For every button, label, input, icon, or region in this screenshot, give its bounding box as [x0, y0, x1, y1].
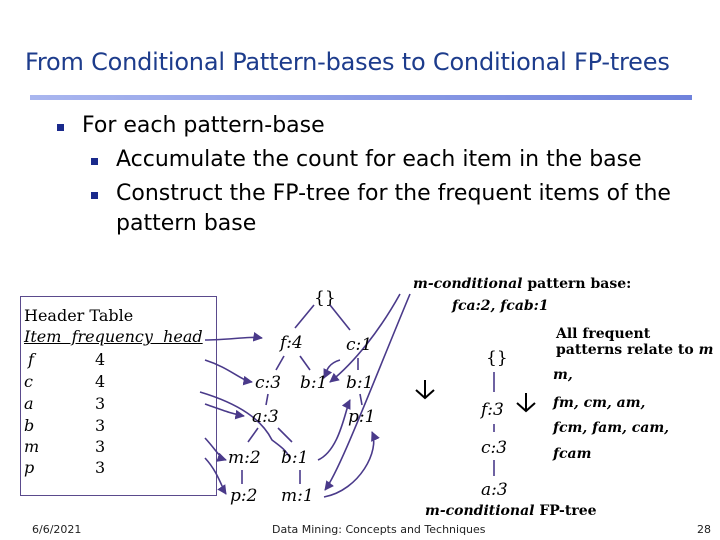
frequent-patterns-heading: [556, 326, 713, 358]
pattern-base-heading-italic: m-conditional: [413, 276, 523, 292]
node-link: [205, 404, 244, 416]
cond-tree-caption: [425, 503, 597, 519]
cond-tree-root: {}: [486, 348, 508, 368]
tree-node: m:2: [228, 448, 261, 468]
pattern-base-heading: [413, 276, 631, 292]
header-table-item: c: [24, 372, 33, 391]
cond-tree-caption-italic: m-conditional: [425, 503, 535, 519]
node-link: [205, 360, 252, 382]
tree-node: c:3: [255, 373, 282, 393]
tree-edge: [330, 305, 350, 330]
cond-tree-node: f:3: [481, 400, 504, 420]
slide-title: From Conditional Pattern-bases to Conditional FP-trees: [25, 48, 670, 76]
node-link: [205, 337, 262, 340]
tree-node: p:2: [230, 486, 258, 506]
frequent-pattern-line: m,: [553, 367, 573, 383]
header-table-columns: Item frequency head: [24, 327, 203, 346]
tree-edge: [248, 428, 258, 442]
cond-tree-caption-rest: FP-tree: [534, 503, 597, 519]
tree-node: c:1: [346, 335, 373, 355]
tree-edge: [360, 394, 362, 405]
header-table-item: p: [24, 458, 35, 477]
tree-node: a:3: [252, 407, 279, 427]
frequent-pattern-line: fcam: [553, 446, 592, 462]
tree-node: f:4: [280, 333, 303, 353]
tree-node: b:1: [281, 448, 309, 468]
node-link: [205, 438, 226, 460]
node-link: [205, 458, 226, 494]
bullet-level1: For each pattern-base: [82, 113, 325, 138]
bullet-level2-continued: pattern base: [116, 211, 257, 236]
header-table-freq: 3: [95, 416, 106, 435]
header-table-freq: 3: [95, 437, 106, 456]
frequent-patterns-heading-item: m: [698, 342, 714, 358]
tree-edge: [300, 356, 310, 370]
tree-node: m:1: [281, 486, 314, 506]
tree-edge: [266, 394, 268, 405]
tree-node: b:1: [346, 373, 374, 393]
tree-node: p:1: [348, 407, 376, 427]
header-table-freq: 4: [95, 350, 106, 369]
bullet-level2: Construct the FP-tree for the frequent items of the: [116, 181, 671, 206]
pattern-base-heading-rest: pattern base:: [522, 276, 632, 292]
footer-page-number: 28: [697, 523, 711, 536]
frequent-patterns-heading-line2: [556, 342, 713, 358]
frequent-patterns-heading-text: patterns relate to: [556, 342, 694, 358]
frequent-patterns-heading-line1: All frequent: [556, 326, 651, 342]
footer-date: 6/6/2021: [32, 523, 82, 536]
frequent-pattern-line: fcm, fam, cam,: [553, 420, 670, 436]
bullet-level2: Accumulate the count for each item in the base: [116, 147, 642, 172]
header-table-item: m: [24, 437, 40, 456]
header-table-freq: 3: [95, 458, 106, 477]
tree-edge: [278, 428, 292, 442]
footer-center: Data Mining: Concepts and Techniques: [272, 523, 486, 536]
header-table-item: b: [24, 416, 35, 435]
cond-tree-node: a:3: [481, 480, 508, 500]
tree-node: b:1: [300, 373, 328, 393]
tree-edge: [295, 305, 314, 328]
pattern-base-values: fca:2, fcab:1: [452, 298, 549, 314]
frequent-pattern-line: fm, cm, am,: [553, 395, 646, 411]
tree-root: {}: [314, 288, 336, 308]
cond-tree-node: c:3: [481, 438, 508, 458]
tree-edge: [276, 356, 284, 370]
header-table-title: Header Table: [24, 306, 134, 325]
header-table-freq: 4: [95, 372, 106, 391]
header-table-item: a: [24, 394, 34, 413]
header-table-item: f: [28, 350, 34, 369]
header-table-freq: 3: [95, 394, 106, 413]
